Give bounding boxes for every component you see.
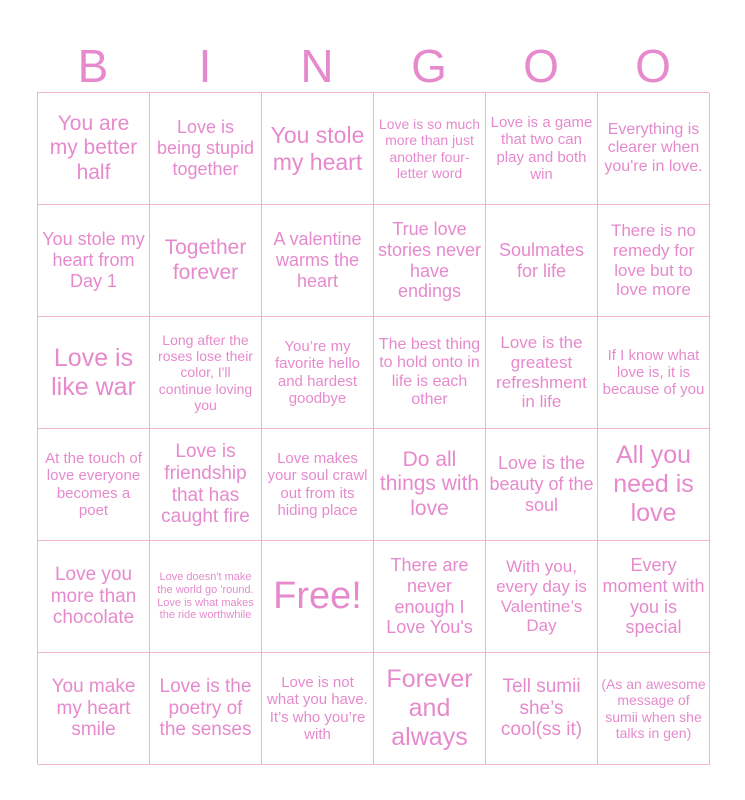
bingo-cell[interactable]: The best thing to hold onto in life is each other — [374, 317, 486, 429]
bingo-cell[interactable]: (As an awesome message of sumii when she talks in gen) — [598, 653, 710, 765]
bingo-cell[interactable]: Love makes your soul crawl out from its hiding place — [262, 429, 374, 541]
bingo-cell[interactable]: Every moment with you is special — [598, 541, 710, 653]
bingo-cell[interactable]: Tell sumii she’s cool(ss it) — [486, 653, 598, 765]
bingo-cell[interactable]: You are my better half — [38, 93, 150, 205]
bingo-cell[interactable]: Forever and always — [374, 653, 486, 765]
bingo-cell[interactable]: Do all things with love — [374, 429, 486, 541]
bingo-cell[interactable]: Love is the poetry of the senses — [150, 653, 262, 765]
bingo-cell[interactable]: Love is a game that two can play and both win — [486, 93, 598, 205]
bingo-cell[interactable]: Love is friendship that has caught fire — [150, 429, 262, 541]
bingo-cell[interactable]: Soulmates for life — [486, 205, 598, 317]
bingo-cell[interactable]: If I know what love is, it is because of you — [598, 317, 710, 429]
bingo-cell[interactable]: Love is not what you have. It’s who you’re with — [262, 653, 374, 765]
bingo-cell[interactable]: Love you more than chocolate — [38, 541, 150, 653]
bingo-cell[interactable]: Love is the beauty of the soul — [486, 429, 598, 541]
bingo-cell[interactable]: You make my heart smile — [38, 653, 150, 765]
bingo-cell[interactable]: All you need is love — [598, 429, 710, 541]
bingo-cell[interactable]: You stole my heart from Day 1 — [38, 205, 150, 317]
bingo-cell[interactable]: At the touch of love everyone becomes a poet — [38, 429, 150, 541]
bingo-cell[interactable]: A valentine warms the heart — [262, 205, 374, 317]
header-letter-b: B — [77, 40, 109, 92]
header-letter-o-2: O — [635, 40, 671, 92]
bingo-cell[interactable]: Long after the roses lose their color, I'll continue loving you — [150, 317, 262, 429]
bingo-header — [37, 38, 709, 94]
bingo-cell[interactable]: There is no remedy for love but to love more — [598, 205, 710, 317]
free-space-cell[interactable]: Free! — [262, 541, 374, 653]
bingo-cell[interactable]: Love doesn't make the world go 'round. Love is what makes the ride worthwhile — [150, 541, 262, 653]
bingo-cell[interactable]: With you, every day is Valentine’s Day — [486, 541, 598, 653]
bingo-cell[interactable]: You’re my favorite hello and hardest goodbye — [262, 317, 374, 429]
bingo-cell[interactable]: Everything is clearer when you're in love. — [598, 93, 710, 205]
header-letter-g: G — [411, 40, 447, 92]
bingo-cell[interactable]: Love is being stupid together — [150, 93, 262, 205]
header-letter-o: O — [523, 40, 559, 92]
bingo-cell[interactable]: Love is the greatest refreshment in life — [486, 317, 598, 429]
bingo-cell[interactable]: True love stories never have endings — [374, 205, 486, 317]
bingo-grid — [37, 92, 709, 764]
bingo-cell[interactable]: There are never enough I Love You's — [374, 541, 486, 653]
bingo-cell[interactable]: Love is like war — [38, 317, 150, 429]
bingo-cell[interactable]: Love is so much more than just another four-letter word — [374, 93, 486, 205]
bingo-cell[interactable]: You stole my heart — [262, 93, 374, 205]
bingo-cell[interactable]: Together forever — [150, 205, 262, 317]
header-letter-n: N — [300, 40, 334, 92]
header-letter-i: I — [198, 40, 212, 92]
